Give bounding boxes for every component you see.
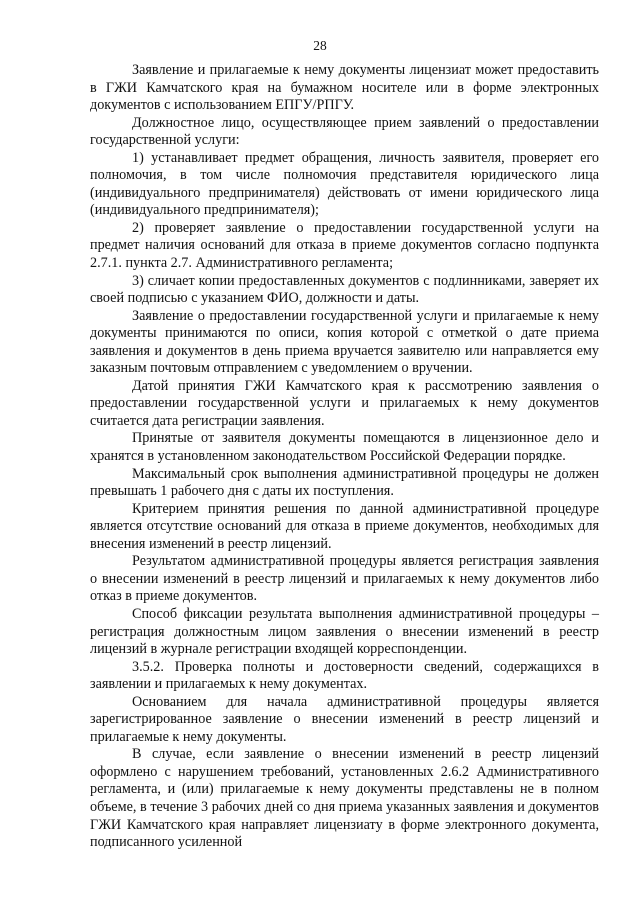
paragraph-procedure-basis: Основанием для начала административной процедуры является зарегистрированное заявление о внесении изменений в реестр лицензий и прилагаемые к нему документы. bbox=[90, 693, 599, 745]
paragraph-duty-1: 1) устанавливает предмет обращения, личность заявителя, проверяет его полномочия, в том числе полномочия представителя юридического лица (индивидуального предпринимателя) действовать от имени юридического лица (индивидуального предпринимателя); bbox=[90, 149, 599, 219]
section-heading-3-5-2: 3.5.2. Проверка полноты и достоверности сведений, содержащихся в заявлении и прилагаемых к нему документах. bbox=[90, 658, 599, 693]
paragraph-inventory: Заявление о предоставлении государственной услуги и прилагаемые к нему документы принимаются по описи, копия которой с отметкой о дате приема заявления и документов в день приема вручается заявителю или направляется ему заказным почтовым отправлением с уведомлением о вручении. bbox=[90, 307, 599, 377]
paragraph-decision-criterion: Критерием принятия решения по данной административной процедуре является отсутствие оснований для отказа в приеме документов, необходимых для внесения изменений в реестр лицензий. bbox=[90, 500, 599, 552]
paragraph-result-fixation: Способ фиксации результата выполнения административной процедуры – регистрация должностным лицом заявления о внесении изменений в реестр лицензий в журнале регистрации входящей корреспонденции. bbox=[90, 605, 599, 658]
paragraph-duty-3: 3) сличает копии предоставленных документов с подлинниками, заверяет их своей подписью с указанием ФИО, должности и даты. bbox=[90, 272, 599, 307]
paragraph-procedure-result: Результатом административной процедуры является регистрация заявления о внесении изменений в реестр лицензий и прилагаемых к нему документов либо отказ в приеме документов. bbox=[90, 553, 599, 605]
paragraph-duty-2: 2) проверяет заявление о предоставлении государственной услуги на предмет наличия оснований для отказа в приеме документов согласно подпункта 2.7.1. пункта 2.7. Административного регламента; bbox=[90, 219, 599, 272]
paragraph-license-file: Принятые от заявителя документы помещаются в лицензионное дело и хранятся в установленном законодательством Российской Федерации порядке. bbox=[90, 430, 599, 465]
paragraph-violation-case: В случае, если заявление о внесении изменений в реестр лицензий оформлено с нарушением требований, установленных 2.6.2 Административного регламента, и (или) прилагаемые к нему документы представлены не в полном объеме, в течение 3 рабочих дней со дня приема указанных заявления и документов ГЖИ Камчатского края направляет лицензиату в форме электронного документа, подписанного усиленной bbox=[90, 746, 599, 851]
paragraph-acceptance-date: Датой принятия ГЖИ Камчатского края к рассмотрению заявления о предоставлении государственной услуги и прилагаемых к нему документов считается дата регистрации заявления. bbox=[90, 377, 599, 429]
page-number: 28 bbox=[313, 38, 327, 53]
paragraph-max-term: Максимальный срок выполнения административной процедуры не должен превышать 1 рабочего дня с даты их поступления. bbox=[90, 465, 599, 500]
paragraph-official-duties: Должностное лицо, осуществляющее прием заявлений о предоставлении государственной услуги: bbox=[90, 114, 599, 149]
paragraph-submission-methods: Заявление и прилагаемые к нему документы лицензиат может предоставить в ГЖИ Камчатского края на бумажном носителе или в форме электронных документов с использованием ЕПГУ/РПГУ. bbox=[90, 62, 599, 114]
document-body bbox=[90, 62, 599, 852]
